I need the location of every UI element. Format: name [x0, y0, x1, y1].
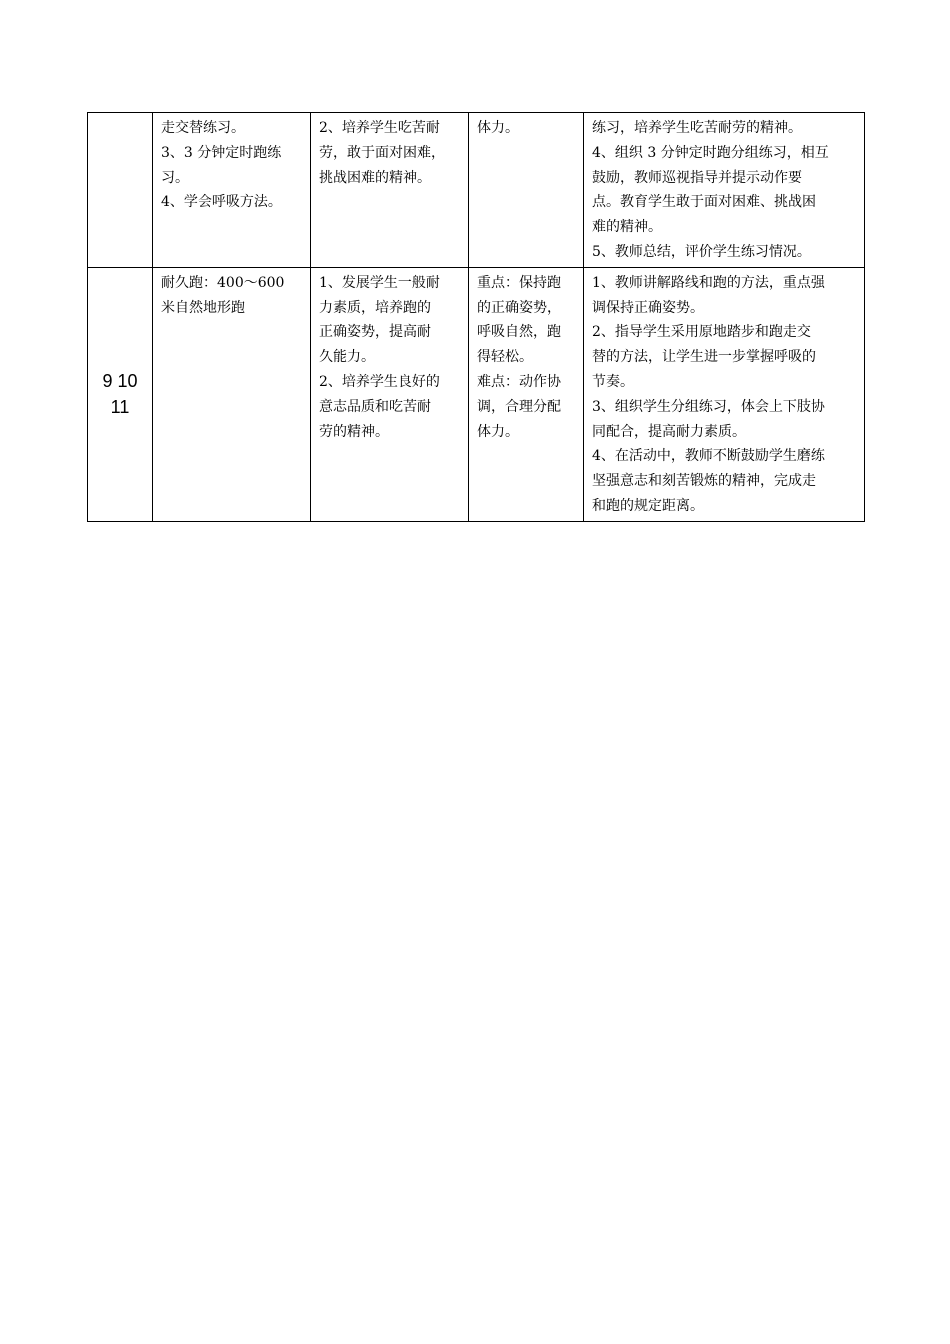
keypoints-cell: 体力。	[469, 113, 584, 268]
lesson-plan-table	[87, 112, 865, 522]
goals-cell: 1、发展学生一般耐 力素质，培养跑的 正确姿势，提高耐 久能力。 2、培养学生良好的 意志品质和吃苦耐 劳的精神。	[311, 267, 469, 521]
process-cell: 练习，培养学生吃苦耐劳的精神。 4、组织 3 分钟定时跑分组练习，相互 鼓励，教师巡视指导并提示动作要 点。教育学生敢于面对困难、挑战困 难的精神。 5、教师总结，评价学生练习情况。	[584, 113, 865, 268]
lesson-number-cell: 9 10 11	[88, 267, 153, 521]
lesson-number-cell	[88, 113, 153, 268]
goals-cell: 2、培养学生吃苦耐 劳，敢于面对困难， 挑战困难的精神。	[311, 113, 469, 268]
table-row	[88, 267, 865, 521]
process-cell: 1、教师讲解路线和跑的方法，重点强 调保持正确姿势。 2、指导学生采用原地踏步和跑走交 替的方法，让学生进一步掌握呼吸的 节奏。 3、组织学生分组练习，体会上下肢协 同配合，提高耐力素质。 4、在活动中，教师不断鼓励学生磨练 坚强意志和刻苦锻炼的精神，完成走 和跑的规定距离。	[584, 267, 865, 521]
content-cell: 走交替练习。 3、3 分钟定时跑练 习。 4、学会呼吸方法。	[153, 113, 311, 268]
content-cell: 耐久跑：400～600 米自然地形跑	[153, 267, 311, 521]
keypoints-cell: 重点：保持跑 的正确姿势， 呼吸自然，跑 得轻松。 难点：动作协 调，合理分配 体力。	[469, 267, 584, 521]
table-row	[88, 113, 865, 268]
